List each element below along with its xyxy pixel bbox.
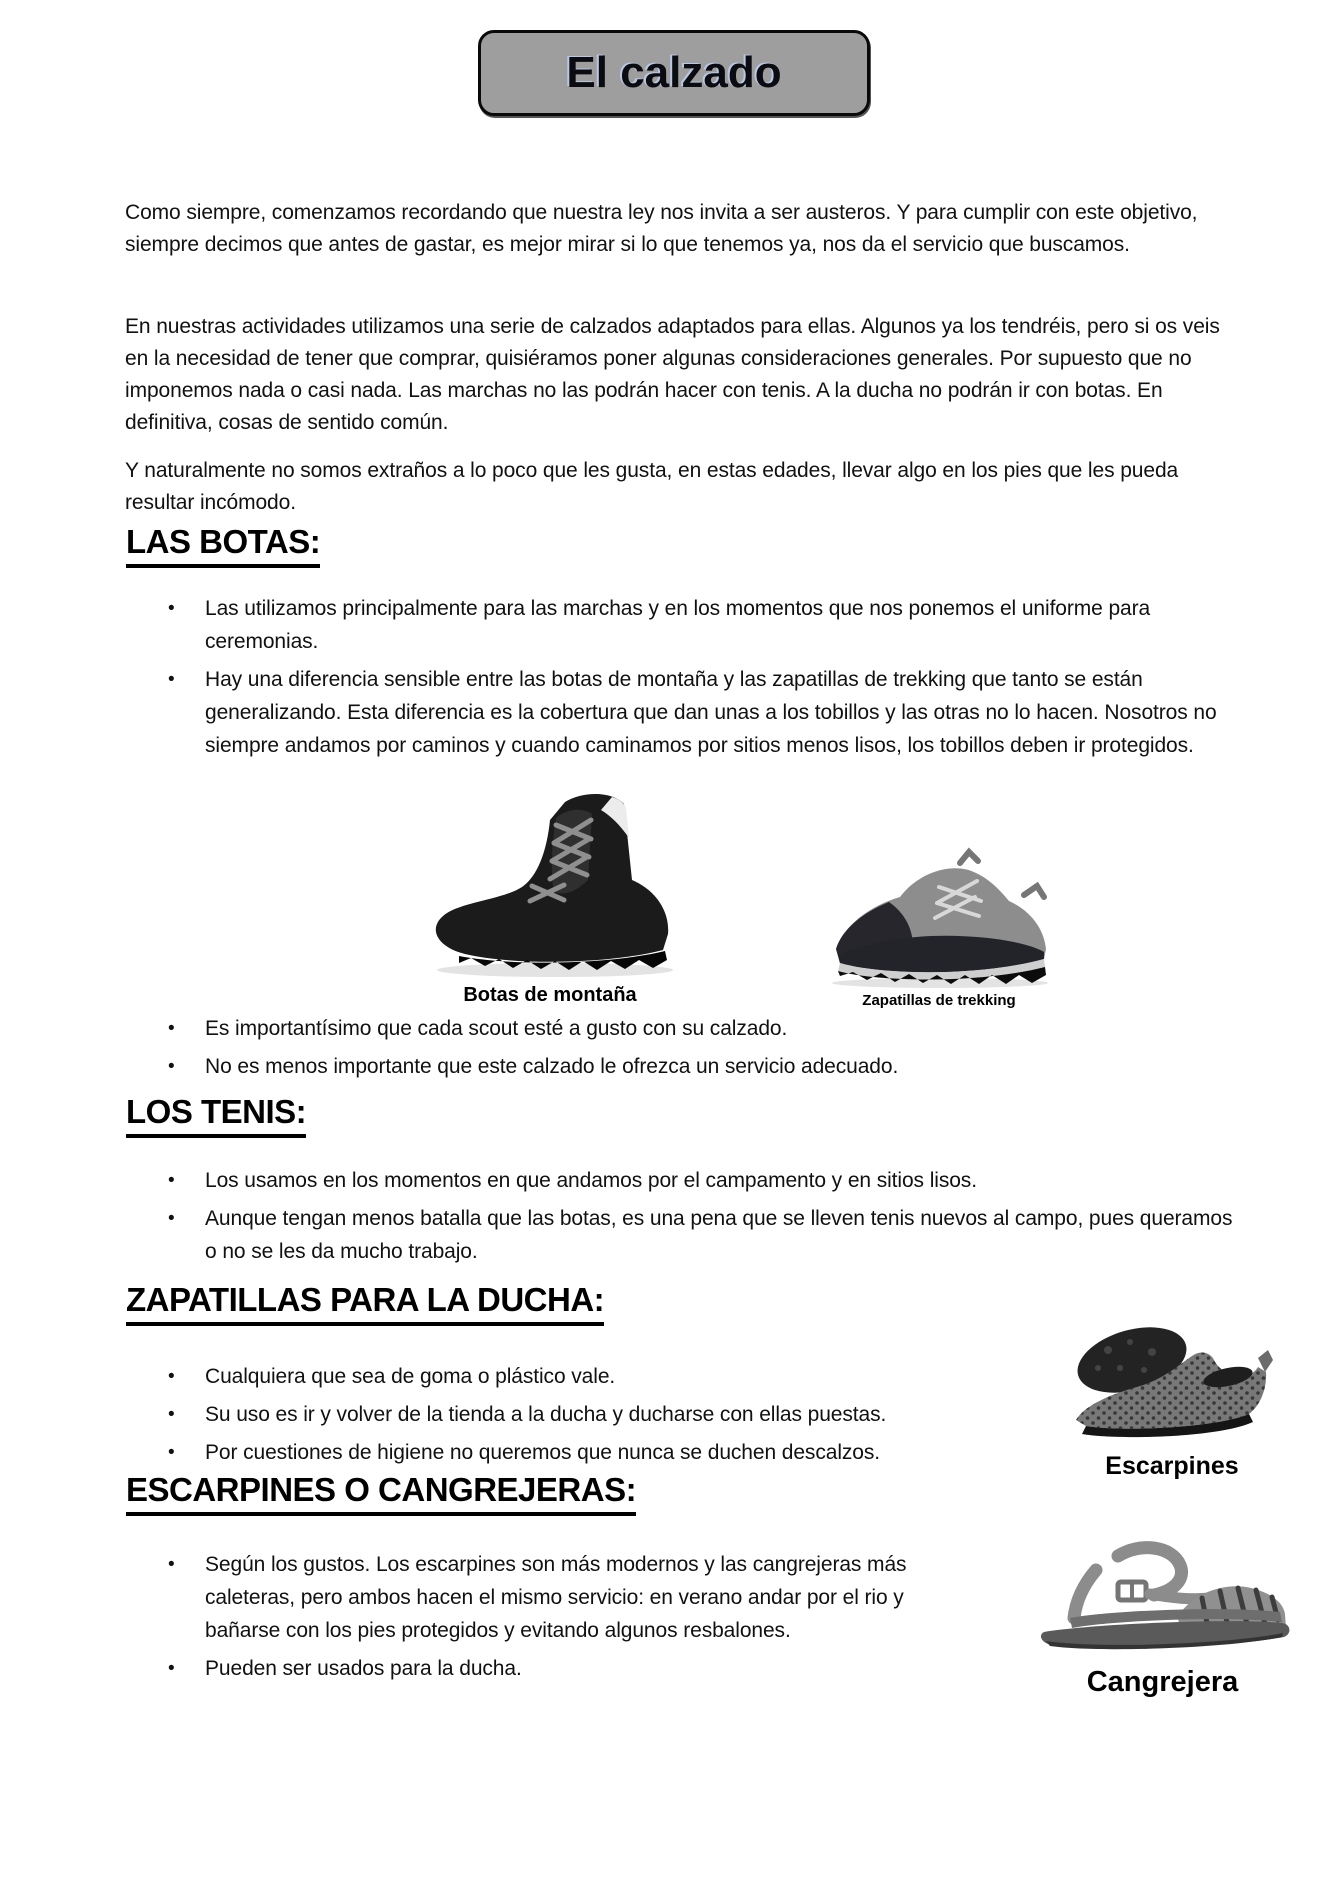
trekking-shoe-figure xyxy=(818,845,1060,1009)
list-item-text: Pueden ser usados para la ducha. xyxy=(205,1657,522,1680)
list-item xyxy=(168,1548,958,1647)
bullet-icon: • xyxy=(168,1554,175,1575)
list-item-text: Es importantísimo que cada scout esté a gusto con su calzado. xyxy=(205,1017,788,1040)
bullet-icon: • xyxy=(168,598,175,619)
list-item xyxy=(168,1202,1240,1268)
list-item-text: Aunque tengan menos batalla que las botas, es una pena que se lleven tenis nuevos al campo, pues queramos o no se les da mucho trabajo. xyxy=(205,1207,1233,1263)
mountain-boot-figure xyxy=(415,788,685,1007)
list-item xyxy=(168,663,1240,762)
intro-paragraph-1: Como siempre, comenzamos recordando que nuestra ley nos invita a ser austeros. Y para cumplir con este objetivo, siempre decimos que antes de gastar, es mejor mirar si lo que tenemos ya, nos da el servicio que buscamos. xyxy=(125,201,1198,256)
tenis-bullet-list xyxy=(168,1164,1240,1273)
list-item xyxy=(168,1164,1240,1197)
list-item-text: Su uso es ir y volver de la tienda a la ducha y ducharse con ellas puestas. xyxy=(205,1403,887,1426)
list-item xyxy=(168,1398,1168,1431)
section-heading-botas-text: LAS BOTAS: xyxy=(126,524,320,568)
mountain-boot-image xyxy=(415,788,685,980)
section-heading-tenis-text: LOS TENIS: xyxy=(126,1094,306,1138)
botas-bullet-list-2 xyxy=(168,1012,1240,1088)
list-item xyxy=(168,1652,958,1685)
list-item xyxy=(168,1436,1168,1469)
list-item xyxy=(168,1012,1240,1045)
trekking-shoe-image xyxy=(818,845,1060,990)
section-heading-escarpines-text: ESCARPINES O CANGREJERAS: xyxy=(126,1472,636,1516)
bullet-icon: • xyxy=(168,1404,175,1425)
list-item-text: Por cuestiones de higiene no queremos que nunca se duchen descalzos. xyxy=(205,1441,880,1464)
list-item-text: No es menos importante que este calzado le ofrezca un servicio adecuado. xyxy=(205,1055,899,1078)
botas-bullet-list xyxy=(168,592,1240,767)
section-heading-ducha xyxy=(126,1282,604,1326)
intro-paragraph-3: Y naturalmente no somos extraños a lo poco que les gusta, en estas edades, llevar algo en los pies que les pueda resultar incómodo. xyxy=(125,459,1179,514)
bullet-icon: • xyxy=(168,1658,175,1679)
section-heading-ducha-text: ZAPATILLAS PARA LA DUCHA: xyxy=(126,1282,604,1326)
cangrejera-image xyxy=(1030,1540,1295,1660)
cangrejera-figure xyxy=(1030,1540,1295,1699)
mountain-boot-caption: Botas de montaña xyxy=(463,984,637,1006)
list-item xyxy=(168,1360,1168,1393)
cangrejera-caption: Cangrejera xyxy=(1086,1666,1239,1698)
section-heading-botas xyxy=(126,524,320,568)
list-item xyxy=(168,592,1240,658)
page-title: El calzado xyxy=(566,48,782,97)
bullet-icon: • xyxy=(168,1208,175,1229)
escarpines-caption: Escarpines xyxy=(1105,1452,1239,1480)
bullet-icon: • xyxy=(168,1056,175,1077)
list-item-text: Hay una diferencia sensible entre las botas de montaña y las zapatillas de trekking que tanto se están generalizando. Esta diferencia es la cobertura que dan unas a los tobillos y las otras no lo hacen. Nosotros no siempre andamos por caminos y cuando caminamos por sitios menos lisos, los tobillos deben ir protegidos. xyxy=(205,668,1217,757)
ducha-bullet-list xyxy=(168,1360,1168,1474)
escarpines-figure xyxy=(1068,1320,1276,1481)
escarpines-image xyxy=(1068,1320,1276,1448)
bullet-icon: • xyxy=(168,1170,175,1191)
list-item-text: Las utilizamos principalmente para las marchas y en los momentos que nos ponemos el uniforme para ceremonias. xyxy=(205,597,1151,653)
list-item-text: Cualquiera que sea de goma o plástico vale. xyxy=(205,1365,616,1388)
list-item-text: Según los gustos. Los escarpines son más modernos y las cangrejeras más caleteras, pero ambos hacen el mismo servicio: en verano andar por el rio y bañarse con los pies protegidos y evitando algunos resbalones. xyxy=(205,1553,907,1642)
list-item xyxy=(168,1050,1240,1083)
trekking-shoe-caption: Zapatillas de trekking xyxy=(862,992,1016,1009)
bullet-icon: • xyxy=(168,669,175,690)
section-heading-escarpines xyxy=(126,1472,636,1516)
bullet-icon: • xyxy=(168,1018,175,1039)
title-box xyxy=(478,30,870,116)
escarpines-bullet-list xyxy=(168,1548,958,1690)
section-heading-tenis xyxy=(126,1094,306,1138)
bullet-icon: • xyxy=(168,1366,175,1387)
intro-paragraph-2: En nuestras actividades utilizamos una serie de calzados adaptados para ellas. Algunos ya los tendréis, pero si os veis en la necesidad de tener que comprar, quisiéramos poner algunas consideraciones generales. Por supuesto que no imponemos nada o casi nada. Las marchas no las podrán hacer con tenis. A la ducha no podrán ir con botas. En definitiva, cosas de sentido común. xyxy=(125,315,1220,434)
bullet-icon: • xyxy=(168,1442,175,1463)
list-item-text: Los usamos en los momentos en que andamos por el campamento y en sitios lisos. xyxy=(205,1169,977,1192)
